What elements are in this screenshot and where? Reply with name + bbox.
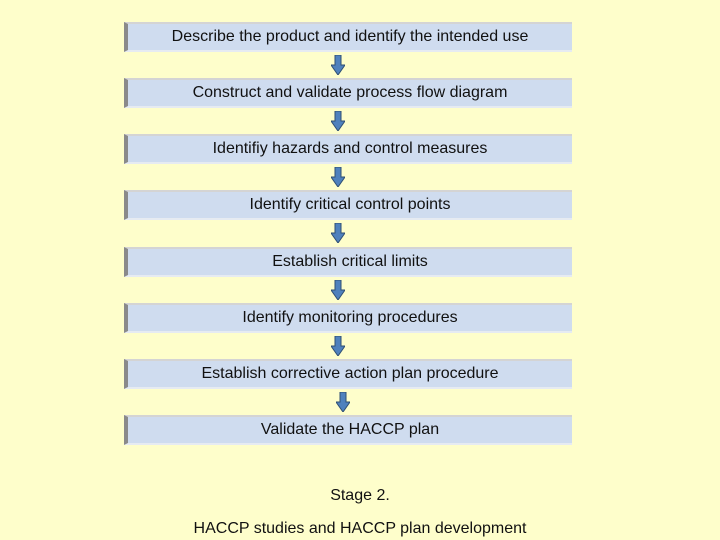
step-describe-product: Describe the product and identify the intended use: [124, 22, 572, 52]
step-critical-limits: Establish critical limits: [124, 247, 572, 277]
diagram-subtitle: HACCP studies and HACCP plan development: [193, 520, 527, 537]
step-identify-hazards: Identifiy hazards and control measures: [124, 134, 572, 164]
stage-label: Stage 2.: [330, 487, 390, 504]
arrow-down-icon: [331, 223, 345, 243]
step-monitoring-procedures: Identify monitoring procedures: [124, 303, 572, 333]
arrow-down-icon: [331, 55, 345, 75]
step-critical-control-points: Identify critical control points: [124, 190, 572, 220]
arrow-down-icon: [331, 280, 345, 300]
arrow-down-icon: [331, 336, 345, 356]
step-validate-plan: Validate the HACCP plan: [124, 415, 572, 445]
arrow-down-icon: [336, 392, 350, 412]
step-process-flow: Construct and validate process flow diagram: [124, 78, 572, 108]
arrow-down-icon: [331, 167, 345, 187]
arrow-down-icon: [331, 111, 345, 131]
step-corrective-action: Establish corrective action plan procedure: [124, 359, 572, 389]
